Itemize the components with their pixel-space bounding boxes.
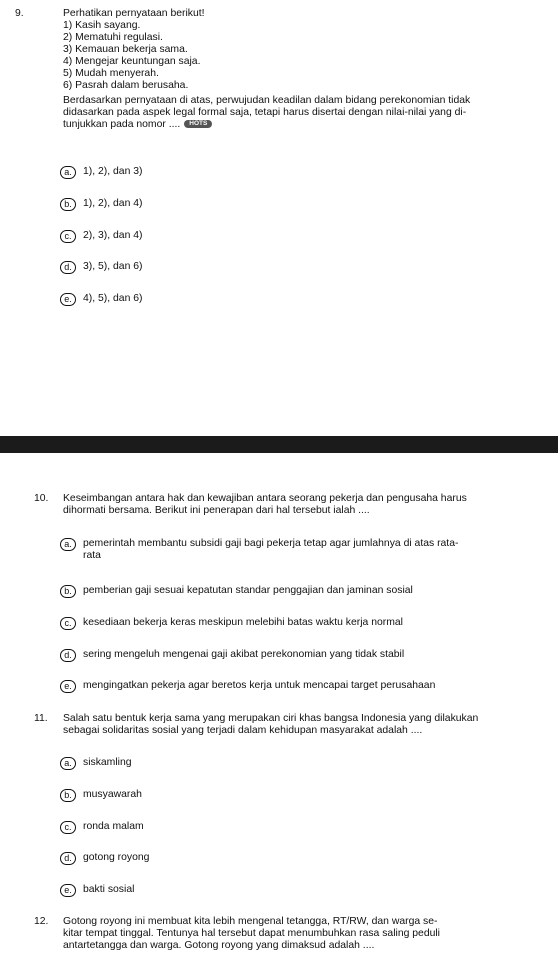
option-letter-badge: a. bbox=[60, 166, 76, 179]
statement-1: 1) Kasih sayang. bbox=[63, 20, 141, 31]
option-text: 3), 5), dan 6) bbox=[83, 261, 143, 272]
option-letter-badge: c. bbox=[60, 821, 76, 834]
option-e[interactable] bbox=[60, 680, 435, 693]
question-text-line: sebagai solidaritas sosial yang terjadi dalam kehidupan masyarakat adalah .... bbox=[63, 725, 423, 736]
option-text: pemberian gaji sesuai kepatutan standar penggajian dan jaminan sosial bbox=[83, 585, 413, 596]
option-b[interactable] bbox=[60, 789, 142, 802]
page-divider-bar bbox=[0, 436, 558, 453]
option-letter-badge: e. bbox=[60, 884, 76, 897]
option-letter-badge: b. bbox=[60, 789, 76, 802]
question-number: 10. bbox=[34, 493, 49, 504]
option-a[interactable] bbox=[60, 757, 132, 770]
statement-3: 3) Kemauan bekerja sama. bbox=[63, 44, 188, 55]
question-text-line: didasarkan pada aspek legal formal saja, tetapi harus disertai dengan nilai-nilai yang di- bbox=[63, 107, 467, 118]
option-text: 2), 3), dan 4) bbox=[83, 230, 143, 241]
hots-badge: HOTS bbox=[184, 120, 212, 128]
option-c[interactable] bbox=[60, 821, 144, 834]
option-letter-badge: b. bbox=[60, 585, 76, 598]
option-text: siskamling bbox=[83, 757, 132, 768]
option-letter-badge: e. bbox=[60, 680, 76, 693]
statement-4: 4) Mengejar keuntungan saja. bbox=[63, 56, 201, 67]
option-text: ronda malam bbox=[83, 821, 144, 832]
option-letter-badge: a. bbox=[60, 538, 76, 551]
option-e[interactable] bbox=[60, 884, 134, 897]
question-intro: Perhatikan pernyataan berikut! bbox=[63, 8, 205, 19]
option-letter-badge: a. bbox=[60, 757, 76, 770]
option-text: mengingatkan pekerja agar beretos kerja untuk mencapai target perusahaan bbox=[83, 680, 436, 691]
question-text-line: dihormati bersama. Berikut ini penerapan dari hal tersebut ialah .... bbox=[63, 505, 370, 516]
question-number: 12. bbox=[34, 916, 49, 927]
option-letter-badge: e. bbox=[60, 293, 76, 306]
option-d[interactable] bbox=[60, 649, 404, 662]
question-number: 9. bbox=[15, 8, 24, 19]
option-text: gotong royong bbox=[83, 852, 150, 863]
option-text: kesediaan bekerja keras meskipun melebihi batas waktu kerja normal bbox=[83, 617, 403, 628]
question-text-line: antartetangga dan warga. Gotong royong yang dimaksud adalah .... bbox=[63, 940, 375, 951]
option-d[interactable] bbox=[60, 261, 143, 274]
question-text-line: Keseimbangan antara hak dan kewajiban antara seorang pekerja dan pengusaha harus bbox=[63, 493, 467, 504]
option-text: musyawarah bbox=[83, 789, 142, 800]
option-a[interactable] bbox=[60, 538, 458, 562]
question-text-line: kitar tempat tinggal. Tentunya hal tersebut dapat menumbuhkan rasa saling peduli bbox=[63, 928, 440, 939]
option-text: pemerintah membantu subsidi gaji bagi pekerja tetap agar jumlahnya di atas rata- rata bbox=[83, 538, 459, 561]
question-text-line: tunjukkan pada nomor .... HOTS bbox=[63, 119, 212, 131]
statement-6: 6) Pasrah dalam berusaha. bbox=[63, 80, 189, 91]
option-c[interactable] bbox=[60, 230, 143, 243]
option-letter-badge: d. bbox=[60, 852, 76, 865]
option-c[interactable] bbox=[60, 617, 403, 630]
option-text: sering mengeluh mengenai gaji akibat perekonomian yang tidak stabil bbox=[83, 649, 405, 660]
statement-2: 2) Mematuhi regulasi. bbox=[63, 32, 163, 43]
question-text-line: Berdasarkan pernyataan di atas, perwujudan keadilan dalam bidang perekonomian tidak bbox=[63, 95, 471, 106]
option-text: 1), 2), dan 3) bbox=[83, 166, 143, 177]
option-letter-badge: d. bbox=[60, 261, 76, 274]
question-text-line: Gotong royong ini membuat kita lebih mengenal tetangga, RT/RW, dan warga se- bbox=[63, 916, 438, 927]
option-letter-badge: b. bbox=[60, 198, 76, 211]
statement-5: 5) Mudah menyerah. bbox=[63, 68, 159, 79]
question-number: 11. bbox=[34, 713, 48, 724]
question-text-line: Salah satu bentuk kerja sama yang merupakan ciri khas bangsa Indonesia yang dilakukan bbox=[63, 713, 479, 724]
option-text: 4), 5), dan 6) bbox=[83, 293, 143, 304]
option-b[interactable] bbox=[60, 198, 143, 211]
option-e[interactable] bbox=[60, 293, 143, 306]
option-letter-badge: d. bbox=[60, 649, 76, 662]
option-text: bakti sosial bbox=[83, 884, 135, 895]
option-letter-badge: c. bbox=[60, 230, 76, 243]
option-d[interactable] bbox=[60, 852, 149, 865]
option-a[interactable] bbox=[60, 166, 143, 179]
option-b[interactable] bbox=[60, 585, 413, 598]
option-letter-badge: c. bbox=[60, 617, 76, 630]
option-text: 1), 2), dan 4) bbox=[83, 198, 143, 209]
